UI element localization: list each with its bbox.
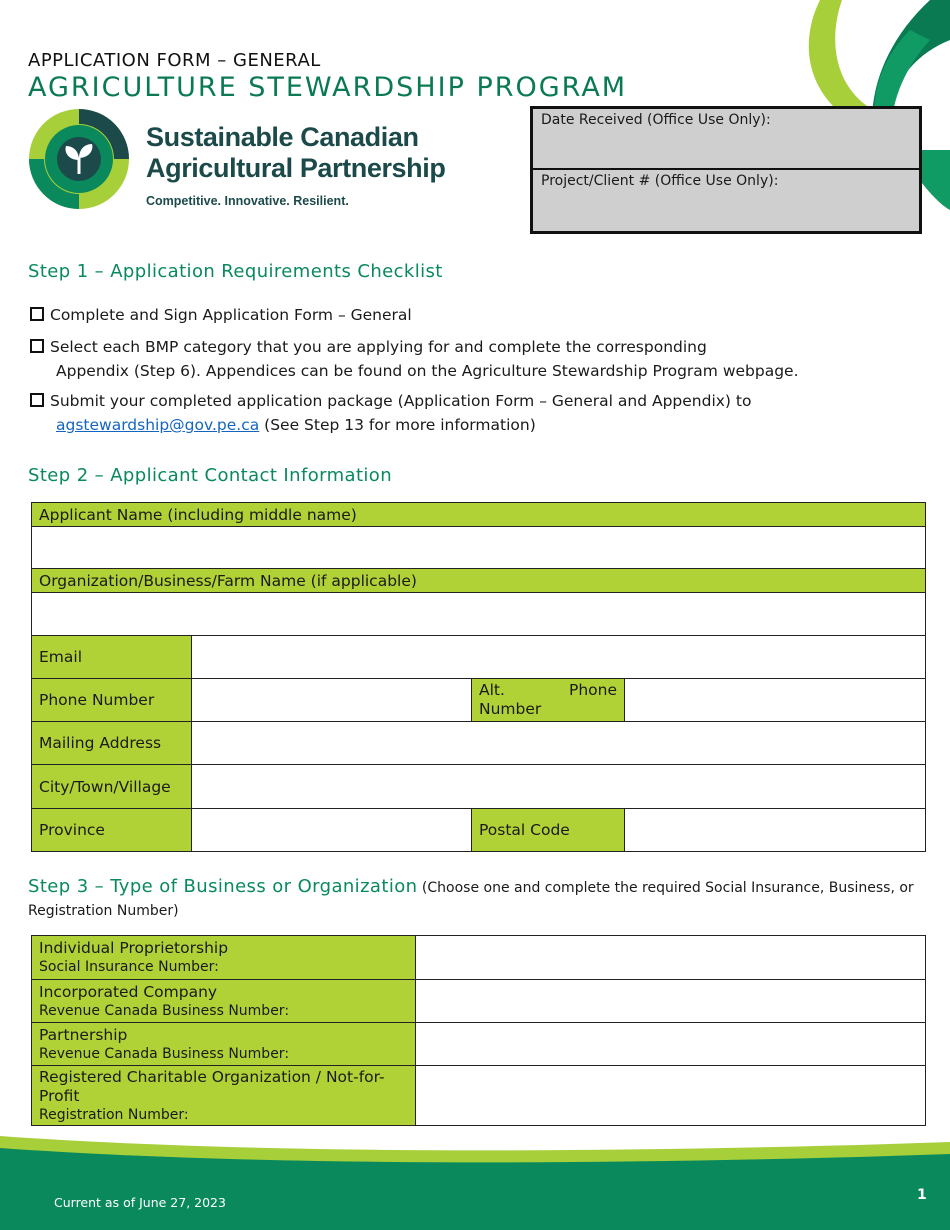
alt-phone-input[interactable]	[625, 679, 926, 722]
mailing-address-input[interactable]	[192, 722, 926, 765]
page-number: 1	[917, 1187, 927, 1203]
date-received-field[interactable]	[533, 109, 919, 168]
alt-phone-label: Alt. Phone Number	[472, 679, 625, 722]
step3-note: (Choose one and complete the required Social Insurance, Business, or Registration Number)	[28, 880, 914, 919]
email-link[interactable]: agstewardship@gov.pe.ca	[56, 416, 260, 434]
footer-date: Current as of June 27, 2023	[54, 1195, 226, 1210]
step2-heading: Step 2 – Applicant Contact Information	[28, 465, 393, 486]
checklist-item-text-cont: (See Step 13 for more information)	[259, 416, 536, 434]
program-title: AGRICULTURE STEWARDSHIP PROGRAM	[28, 72, 628, 103]
corporation-number-input[interactable]	[416, 980, 926, 1023]
business-type-table	[31, 935, 926, 1126]
checklist-item-sign-form[interactable]	[30, 303, 412, 327]
city-label: City/Town/Village	[32, 765, 192, 809]
phone-label: Phone Number	[32, 679, 192, 722]
partnership-logo	[28, 108, 498, 214]
business-type-label: Incorporated Company Revenue Canada Business Number:	[32, 980, 416, 1023]
checklist-item-submit-package[interactable]	[30, 389, 751, 437]
step1-heading: Step 1 – Application Requirements Checklist	[28, 261, 443, 282]
form-type-heading: APPLICATION FORM – GENERAL	[28, 50, 321, 71]
business-type-label: Registered Charitable Organization / Not-for-Profit Registration Number:	[32, 1066, 416, 1126]
applicant-name-label: Applicant Name (including middle name)	[32, 503, 926, 527]
business-type-label: Individual Proprietorship Social Insurance Number:	[32, 936, 416, 980]
email-label: Email	[32, 636, 192, 679]
checklist-item-text: Select each BMP category that you are applying for and complete the corresponding	[50, 338, 707, 356]
project-client-field[interactable]	[533, 168, 919, 231]
logo-name-line1: Sustainable Canadian	[146, 122, 419, 152]
checklist-item-text: Complete and Sign Application Form – General	[50, 306, 412, 324]
province-label: Province	[32, 809, 192, 852]
sin-input[interactable]	[416, 936, 926, 980]
step3-heading: Step 3 – Type of Business or Organization (Choose one and complete the required Social Insurance, Business, or Registration Number)	[28, 876, 914, 919]
office-use-box	[530, 106, 922, 234]
postal-code-input[interactable]	[625, 809, 926, 852]
mailing-address-label: Mailing Address	[32, 722, 192, 765]
sprout-icon	[28, 108, 130, 210]
phone-input[interactable]	[192, 679, 472, 722]
footer-band	[0, 1136, 950, 1230]
city-input[interactable]	[192, 765, 926, 809]
checklist-item-text: Submit your completed application package (Application Form – General and Appendix) to	[50, 392, 752, 410]
checklist-item-bmp-category[interactable]	[30, 335, 799, 383]
organization-name-input[interactable]	[32, 593, 926, 636]
registration-number-input[interactable]	[416, 1066, 926, 1126]
applicant-name-input[interactable]	[32, 527, 926, 569]
project-client-label: Project/Client # (Office Use Only):	[541, 173, 779, 189]
contact-info-table	[31, 502, 926, 852]
checklist-item-text-cont: Appendix (Step 6). Appendices can be found on the Agriculture Stewardship Program webpage.	[56, 362, 799, 380]
partnership-number-input[interactable]	[416, 1023, 926, 1066]
checkbox-icon[interactable]	[30, 307, 44, 321]
business-type-label: Partnership Revenue Canada Business Number:	[32, 1023, 416, 1066]
postal-code-label: Postal Code	[472, 809, 625, 852]
logo-name-line2: Agricultural Partnership	[146, 153, 446, 183]
email-input[interactable]	[192, 636, 926, 679]
organization-name-label: Organization/Business/Farm Name (if applicable)	[32, 569, 926, 593]
logo-tagline: Competitive. Innovative. Resilient.	[146, 194, 349, 208]
checkbox-icon[interactable]	[30, 393, 44, 407]
date-received-label: Date Received (Office Use Only):	[541, 112, 771, 128]
checkbox-icon[interactable]	[30, 339, 44, 353]
province-input[interactable]	[192, 809, 472, 852]
